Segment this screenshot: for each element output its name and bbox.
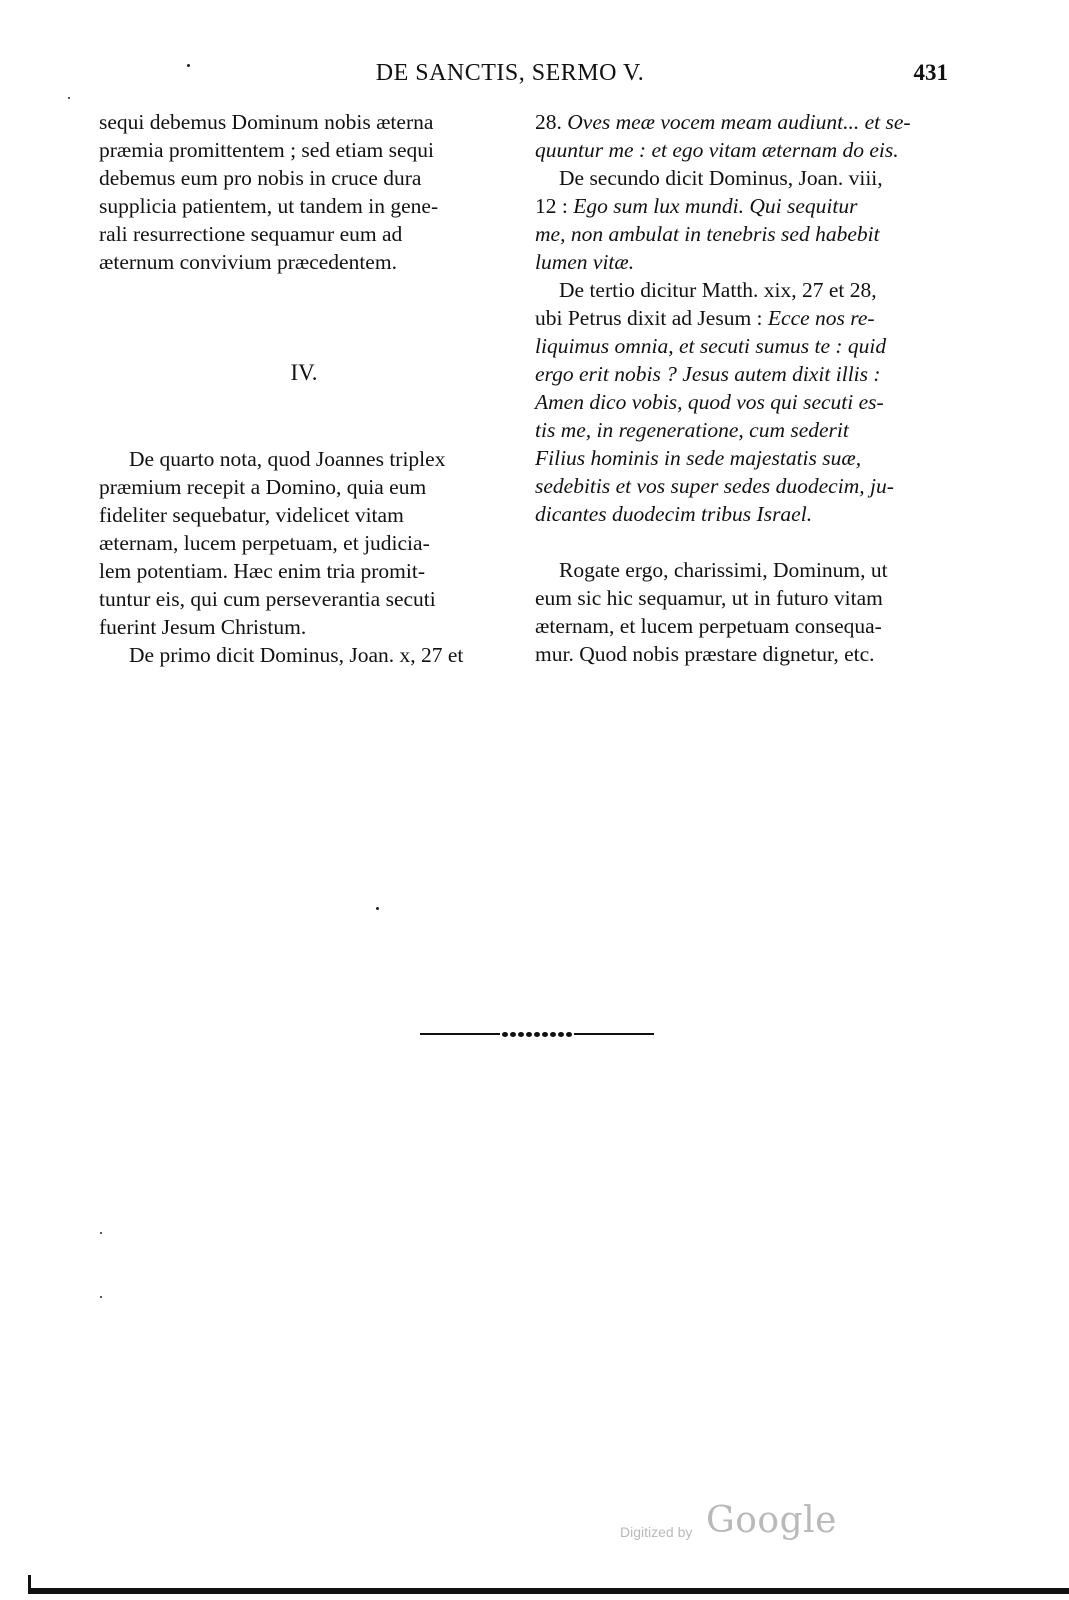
quote-text: liquimus omnia, et secuti sumus te : quid <box>535 334 887 358</box>
quote-text: sedebitis et vos super sedes duodecim, ju- <box>535 474 894 498</box>
text-line <box>535 388 945 416</box>
text-line: æternum convivium præcedentem. <box>99 250 397 274</box>
text-line <box>535 332 945 360</box>
quote-text: me, non ambulat in tenebris sed habebit <box>535 222 880 246</box>
closing-paragraph <box>535 556 945 668</box>
text-line <box>535 220 945 248</box>
text-line <box>535 500 945 528</box>
text-line: mur. Quod nobis præstare dignetur, etc. <box>535 642 875 666</box>
text-line <box>535 444 945 472</box>
text-line: debemus eum pro nobis in cruce dura <box>99 166 422 190</box>
speck-mark <box>100 1232 102 1234</box>
right-column-text <box>535 108 945 528</box>
text-line: lem potentiam. Hæc enim tria promit- <box>99 559 426 583</box>
text-line: Rogate ergo, charissimi, Dominum, ut <box>559 558 888 582</box>
speck-mark <box>100 1296 102 1298</box>
text-line: De primo dicit Dominus, Joan. x, 27 et <box>129 643 464 667</box>
verse-number: 28. <box>535 110 568 134</box>
text-line <box>535 304 945 332</box>
text-line: fuerint Jesum Christum. <box>99 615 307 639</box>
quote-text: Ego sum lux mundi. Qui sequitur <box>573 194 858 218</box>
section-end-ornament <box>420 1031 654 1037</box>
text-line: rali resurrectione sequamur eum ad <box>99 222 403 246</box>
page-number: 431 <box>913 60 948 85</box>
text-line: præmia promittentem ; sed etiam sequi <box>99 138 434 162</box>
ornament-beads <box>500 1031 574 1037</box>
text-line: eum sic hic sequamur, ut in futuro vitam <box>535 586 883 610</box>
text-line <box>535 360 945 388</box>
text-line: De secundo dicit Dominus, Joan. viii, <box>559 166 883 190</box>
speck-mark <box>68 97 70 99</box>
text-line <box>535 248 945 276</box>
page-bottom-edge <box>28 1588 1069 1594</box>
text-line <box>535 472 945 500</box>
quote-text: Filius hominis in sede majestatis suæ, <box>535 446 862 470</box>
quote-text: Oves meæ vocem meam audiunt... et se- <box>567 110 911 134</box>
text-line: fideliter sequebatur, videlicet vitam <box>99 503 404 527</box>
ornament-rule-right <box>574 1033 654 1035</box>
quote-text: tis me, in regeneratione, cum sederit <box>535 418 849 442</box>
verse-ref: 12 : <box>535 194 574 218</box>
text-line <box>535 192 945 220</box>
text-line: supplicia patientem, ut tandem in gene- <box>99 194 439 218</box>
plain-text: ubi Petrus dixit ad Jesum : <box>535 306 768 330</box>
speck-mark <box>187 64 190 67</box>
quote-text: dicantes duodecim tribus Israel. <box>535 502 813 526</box>
left-paragraph-2 <box>99 445 509 669</box>
digitization-watermark <box>620 1500 840 1550</box>
text-line: De tertio dicitur Matth. xix, 27 et 28, <box>559 278 877 302</box>
text-line: tuntur eis, qui cum perseverantia secuti <box>99 587 436 611</box>
text-line: præmium recepit a Domino, quia eum <box>99 475 427 499</box>
google-logo: Google <box>706 1500 837 1541</box>
quote-text: ergo erit nobis ? Jesus autem dixit illis : <box>535 362 881 386</box>
ornament-rule-left <box>420 1033 500 1035</box>
text-line: æternam, lucem perpetuam, et judicia- <box>99 531 430 555</box>
text-line <box>535 136 945 164</box>
quote-text: Ecce nos re- <box>767 306 875 330</box>
text-line: sequi debemus Dominum nobis æterna <box>99 110 434 134</box>
quote-text: quuntur me : et ego vitam æternam do eis. <box>535 138 899 162</box>
quote-text: Amen dico vobis, quod vos qui secuti es- <box>535 390 884 414</box>
watermark-prefix: Digitized by <box>620 1524 693 1540</box>
text-line <box>535 108 945 136</box>
speck-mark <box>376 907 379 910</box>
text-line: De quarto nota, quod Joannes triplex <box>129 447 446 471</box>
text-line: æternam, et lucem perpetuam consequa- <box>535 614 882 638</box>
running-header: DE SANCTIS, SERMO V. <box>375 60 645 86</box>
quote-text: lumen vitæ. <box>535 250 635 274</box>
section-number: IV. <box>290 360 318 385</box>
text-line <box>535 416 945 444</box>
left-paragraph-1 <box>99 108 509 276</box>
